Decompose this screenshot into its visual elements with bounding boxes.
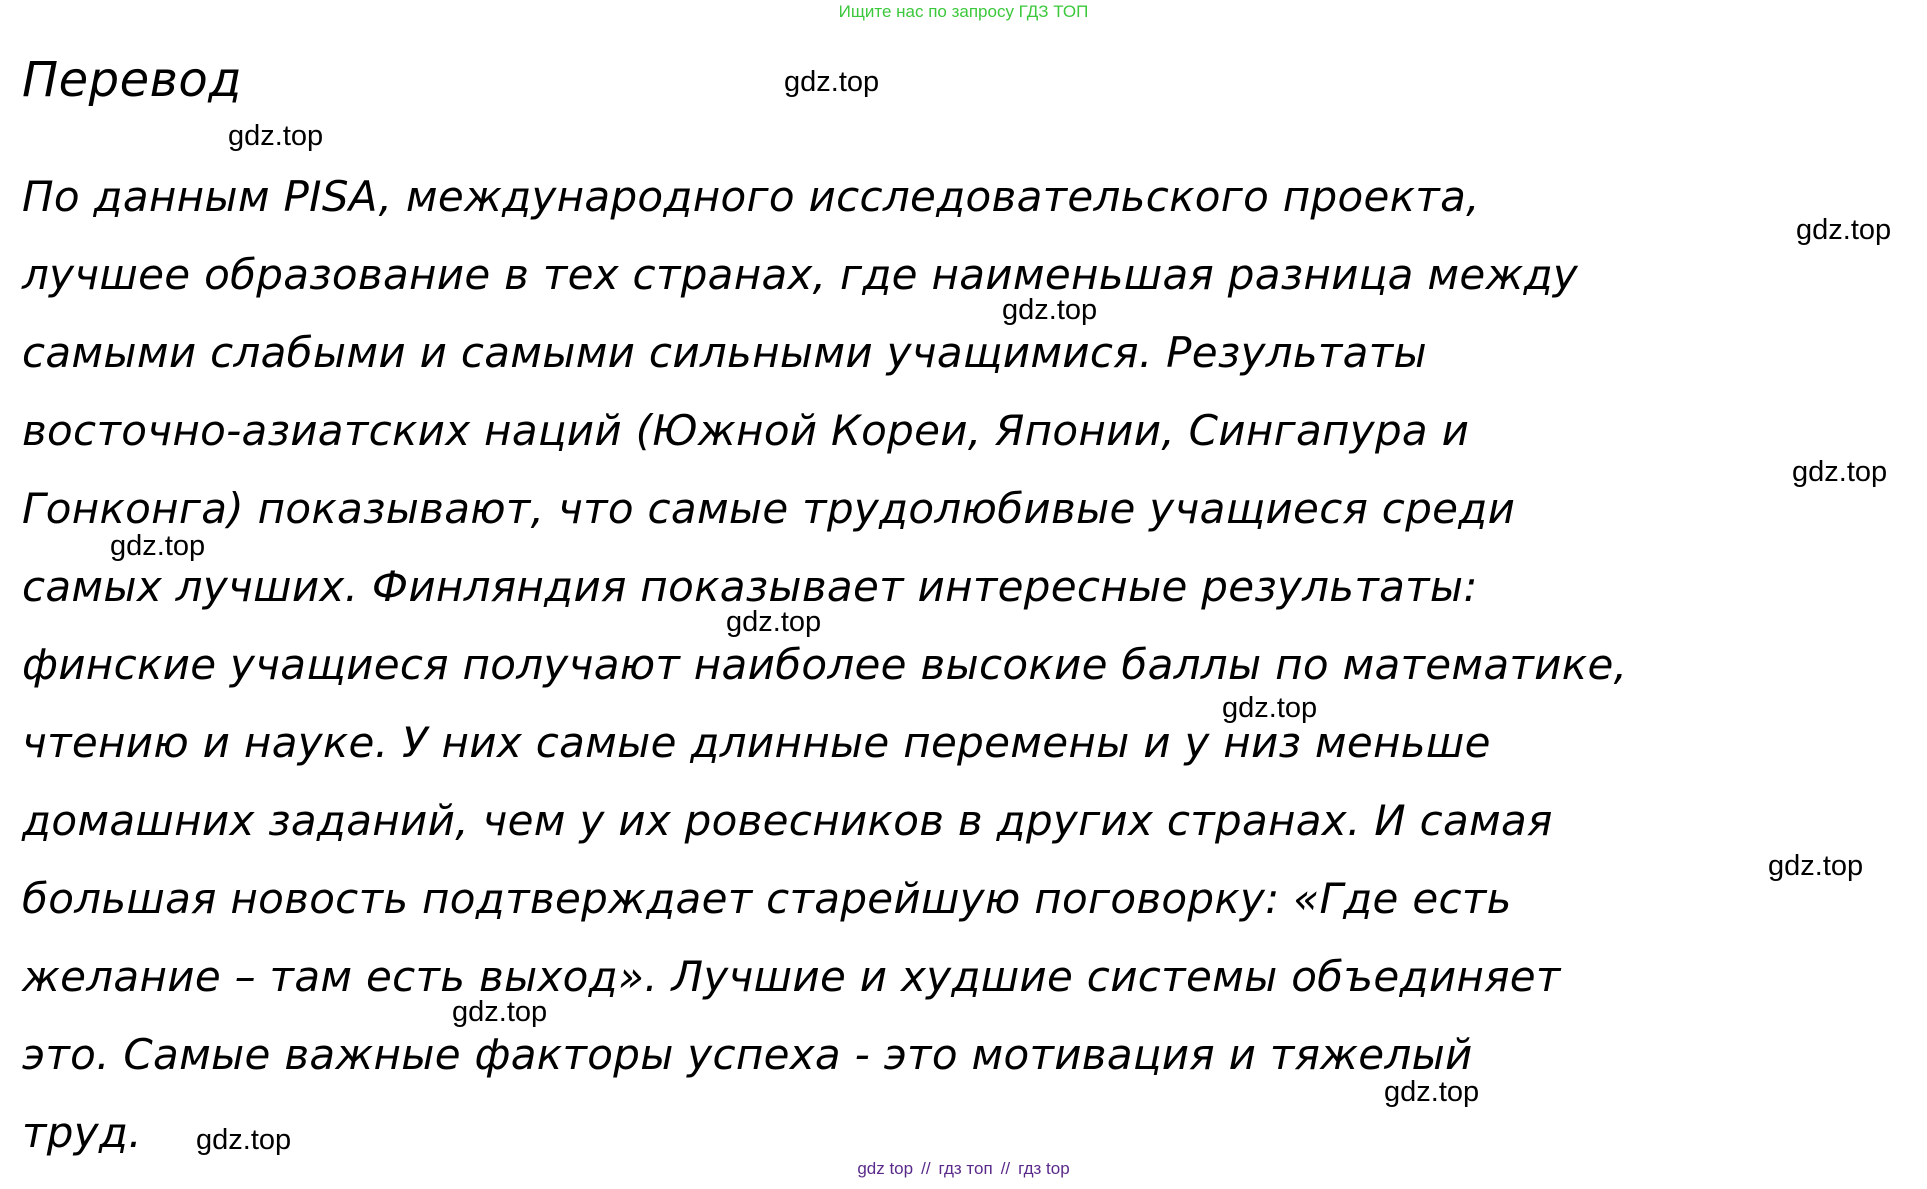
footer-link[interactable]: гдз топ: [938, 1159, 993, 1178]
footer-link[interactable]: гдз top: [1018, 1159, 1070, 1178]
translation-text: [22, 158, 1902, 1172]
text-line: чтению и науке. У них самые длинные перемены и у низ меньше: [22, 718, 1491, 767]
text-line: самых лучших. Финляндия показывает интересные результаты:: [22, 562, 1478, 611]
page-title: Перевод: [22, 52, 242, 108]
text-line: большая новость подтверждает старейшую поговорку: «Где есть: [22, 874, 1512, 923]
footer-links: [0, 1159, 1927, 1179]
watermark: gdz.top: [228, 120, 324, 152]
text-line: финские учащиеся получают наиболее высокие баллы по математике,: [22, 640, 1628, 689]
text-line: домашних заданий, чем у их ровесников в других странах. И самая: [22, 796, 1553, 845]
footer-link[interactable]: gdz top: [857, 1159, 914, 1178]
text-line: восточно-азиатских наций (Южной Кореи, Японии, Сингапура и: [22, 406, 1470, 455]
watermark: gdz.top: [1792, 456, 1888, 488]
watermark: gdz.top: [1796, 214, 1892, 246]
watermark: gdz.top: [726, 606, 822, 638]
footer-separator: //: [1000, 1159, 1011, 1178]
text-line: труд.: [22, 1108, 142, 1157]
text-line: лучшее образование в тех странах, где наименьшая разница между: [22, 250, 1579, 299]
watermark: gdz.top: [1384, 1076, 1480, 1108]
watermark: gdz.top: [1222, 692, 1318, 724]
top-banner: Ищите нас по запросу ГДЗ ТОП: [838, 2, 1089, 21]
watermark: gdz.top: [1002, 294, 1098, 326]
watermark: gdz.top: [1768, 850, 1864, 882]
text-line: желание – там есть выход». Лучшие и худшие системы объединяет: [22, 952, 1561, 1001]
watermark: gdz.top: [784, 66, 880, 98]
watermark: gdz.top: [452, 996, 548, 1028]
text-line: самыми слабыми и самыми сильными учащимися. Результаты: [22, 328, 1427, 377]
text-line: Гонконга) показывают, что самые трудолюбивые учащиеся среди: [22, 484, 1516, 533]
footer-separator: //: [921, 1159, 931, 1178]
text-line: По данным PISA, международного исследовательского проекта,: [22, 172, 1480, 221]
watermark: gdz.top: [196, 1124, 292, 1156]
text-line: это. Самые важные факторы успеха - это мотивация и тяжелый: [22, 1030, 1473, 1079]
watermark: gdz.top: [110, 530, 206, 562]
